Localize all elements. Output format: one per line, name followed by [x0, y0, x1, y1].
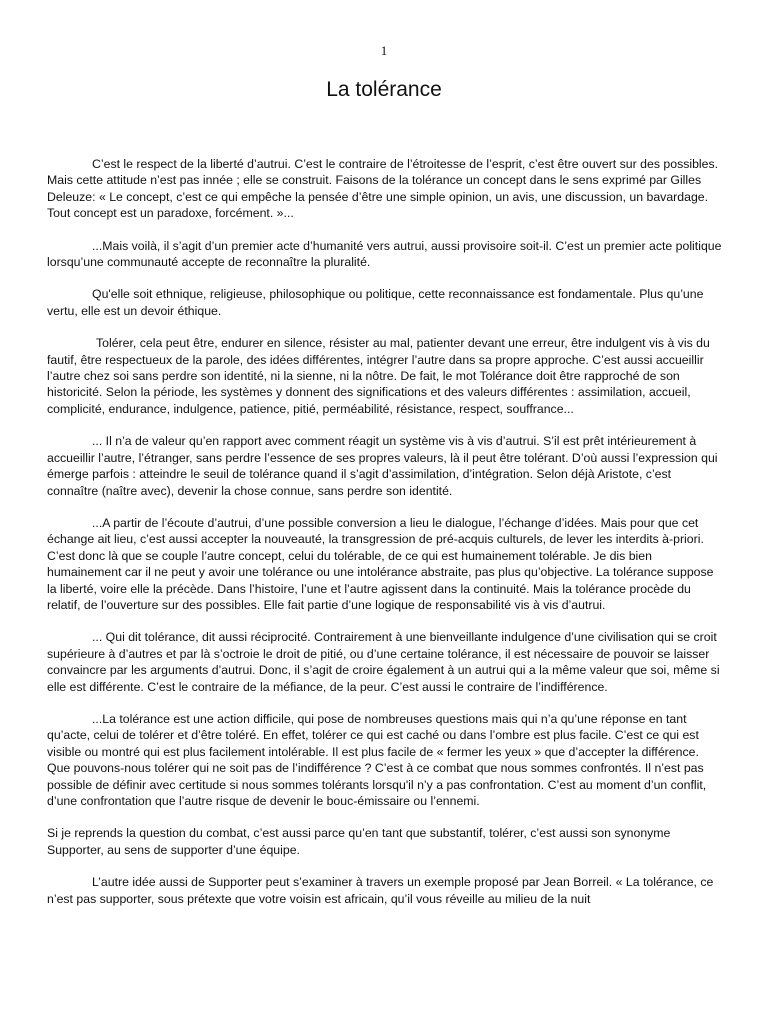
document-body	[47, 156, 723, 923]
paragraph: Si je reprends la question du combat, c’est aussi parce qu’en tant que substantif, tolérer, c’est aussi son synonyme Supporter, au sens de supporter d’une équipe.	[47, 826, 671, 857]
paragraph: C’est le respect de la liberté d’autrui. C’est le contraire de l’étroitesse de l’esprit, c’est être ouvert sur des possibles. Mais cette attitude n’est pas innée ; elle se construit. Faisons de la tolérance un concept dans le sens exprimé par Gilles Deleuze: « Le concept, c’est ce qui empêche la pensée d’être une simple opinion, un avis, une discussion, un bavardage. Tout concept est un paradoxe, forcément. »...	[47, 157, 719, 221]
paragraph: ...La tolérance est une action difficile, qui pose de nombreuses questions mais qui n’a qu’une réponse en tant qu’acte, celui de tolérer et d’être toléré. En effet, tolérer ce qui est caché ou dans l’ombre est plus facile. C’est ce qui est visible ou montré qui est plus facilement intolérable. Il est plus facile de « fermer les yeux » que d’accepter la différence. Que pouvons-nous tolérer qui ne soit pas de l’indifférence ? C’est à ce combat que nous sommes confrontés. Il n’est pas possible de définir avec certitude si nous sommes tolérants lorsqu'il n’y a pas confrontation. C’est au moment d’un conflit, d’une confrontation que l’autre risque de devenir le bouc-émissaire ou l’ennemi.	[47, 711, 707, 808]
paragraph: Tolérer, cela peut être, endurer en silence, résister au mal, patienter devant une erreur, être indulgent vis à vis du fautif, être respectueux de la parole, des idées différentes, intégrer l’autre dans sa propre approche. C’est aussi accueillir l’autre chez soi sans perdre son identité, ni la sienne, ni la nôtre. De fait, le mot Tolérance doit être rapproché de son historicité. Selon la période, les systèmes y donnent des significations et des valeurs différentes : assimilation, accueil, complicité, endurance, indulgence, patience, pitié, perméabilité, résistance, respect, souffrance...	[47, 336, 710, 416]
paragraph: L’autre idée aussi de Supporter peut s’examiner à travers un exemple proposé par Jean Borreil. « La tolérance, ce n’est pas supporter, sous prétexte que votre voisin est africain, qu’il vous réveille au milieu de la nuit	[47, 875, 714, 906]
page-title: La tolérance	[326, 78, 442, 101]
paragraph: ...A partir de l’écoute d’autrui, d’une possible conversion a lieu le dialogue, l’échange d’idées. Mais pour que cet échange ait lieu, c’est aussi accepter la nouveauté, la transgression de pré-acquis culturels, de lever les interdits à-priori. C’est donc là que se couple l’autre concept, celui du tolérable, de ce qui est humainement tolérable. Je dis bien humainement car il ne peut y avoir une tolérance ou une intolérance abstraite, pas plus qu’objective. La tolérance suppose la liberté, voire elle la précède. Dans l’histoire, l’une et l’autre agissent dans la continuité. Mais la tolérance procède du relatif, de l’ouverture sur des possibles. Elle fait partie d’une logique de responsabilité vis à vis d’autrui.	[47, 515, 714, 612]
paragraph: Qu'elle soit ethnique, religieuse, philosophique ou politique, cette reconnaissance est fondamentale. Plus qu’une vertu, elle est un devoir éthique.	[47, 287, 704, 318]
paragraph: ... Il n’a de valeur qu’en rapport avec comment réagit un système vis à vis d’autrui. S’il est prêt intérieurement à accueillir l’autre, l’étranger, sans perdre l’essence de ses propres valeurs, là il peut être tolérant. D’où aussi l’expression qui émerge parfois : atteindre le seuil de tolérance quand il s’agit d’assimilation, d’intégration. Selon déjà Aristote, c’est connaître (naître avec), devenir la chose connue, sans perdre son identité.	[47, 434, 718, 498]
page-number: 1	[380, 43, 388, 58]
paragraph: ...Mais voilà, il s’agit d’un premier acte d’humanité vers autrui, aussi provisoire soit-il. C’est un premier acte politique lorsqu’une communauté accepte de reconnaître la pluralité.	[47, 238, 722, 270]
paragraph: ... Qui dit tolérance, dit aussi réciprocité. Contrairement à une bienveillante indulgence d’une civilisation qui se croit supérieure à d’autres et par là s’octroie le droit de pitié, ou d’une certaine tolérance, il est nécessaire de pouvoir se laisser convaincre par les arguments d’autrui. Donc, il s’agit de croire également à un autrui qui a la même valeur que soi, même si elle est différente. C’est le contraire de la méfiance, de la peur. C’est aussi le contraire de l’indifférence.	[47, 630, 720, 694]
